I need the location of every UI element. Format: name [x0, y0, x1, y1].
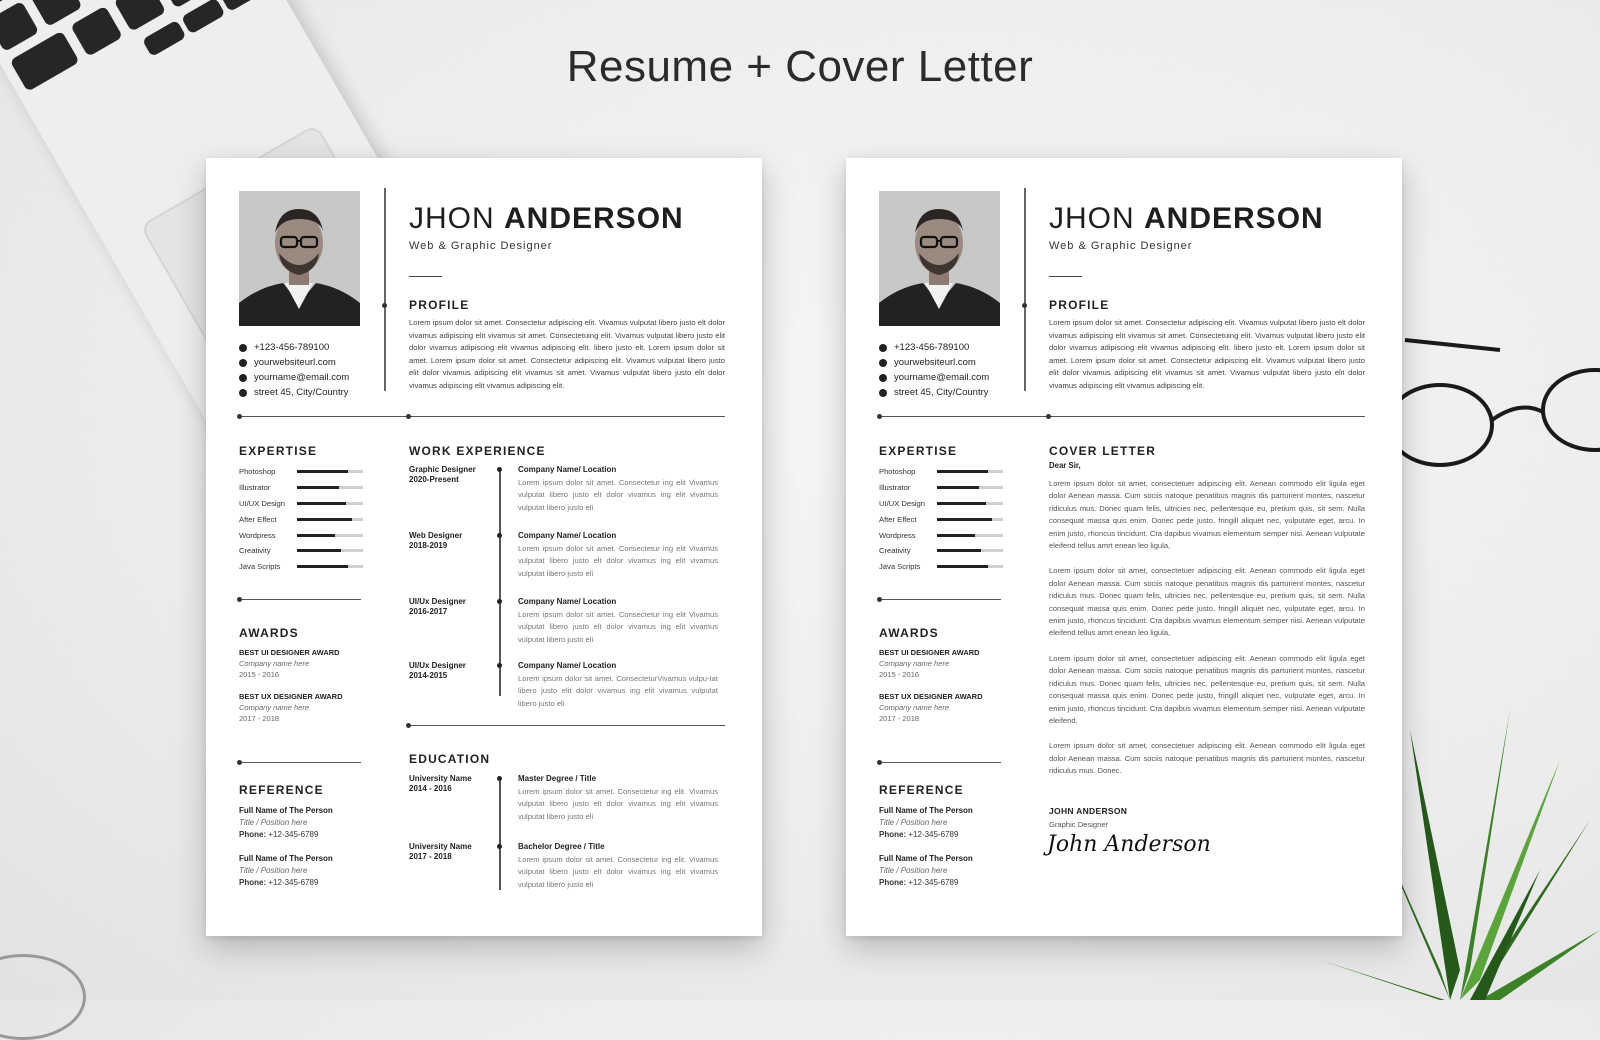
section-divider: [879, 762, 1001, 763]
letter-paragraph: Lorem ipsum dolor sit amet, consectetuer adipiscing elit. Aenean commodo elit ligula eget dolor Aenean massa. Cum sociis natoque penatibus magnis dis parturient montes, nascetur ridiculus mus. Donec.: [1049, 741, 1365, 776]
award-company: Company name here: [239, 703, 310, 712]
header-divider: [384, 188, 386, 391]
reference-name: Full Name of The Person: [879, 854, 973, 863]
reference-title: Title / Position here: [879, 866, 948, 875]
section-divider: [239, 416, 725, 417]
header-divider: [1024, 188, 1026, 391]
home-icon: [239, 389, 247, 397]
profile-heading: PROFILE: [409, 298, 470, 312]
mail-icon: [879, 374, 887, 382]
reference-phone: Phone: +12-345-6789: [879, 878, 959, 887]
timeline-dot: [497, 776, 502, 781]
work-entry: Web Designer 2018-2019 Company Name/ Location Lorem ipsum dolor sit amet. Consectetur ing elit Vivamus vulputat libero justo elt dolor vivamus ing elit vivamus vulputat libero justo eli: [409, 531, 718, 578]
education-entry: University Name 2014 - 2016 Master Degree / Title Lorem ipsum dolor sit amet. Consectetur ing elit. Vivamus vulputat libero justo elt dolor vivamus ing elit vivamus vulputat libero justo eli: [409, 774, 718, 821]
work-entry: Graphic Designer 2020-Present Company Name/ Location Lorem ipsum dolor sit amet. Consectetur ing elit Vivamus vulputat libero justo elt dolor vivamus ing elit vivamus vulputat libero justo eli: [409, 465, 718, 512]
resume-page: [206, 158, 762, 936]
skill-item: Illustrator: [239, 480, 365, 496]
globe-icon: [239, 359, 247, 367]
work-entry: UI/Ux Designer 2014-2015 Company Name/ Location Lorem ipsum dolor sit amet. ConsecteturVivamus vulpu-tat libero justo elit dolor vivamus ing elit vivamus vulputat libero justo eli: [409, 661, 718, 708]
reference-phone: Phone: +12-345-6789: [879, 830, 959, 839]
phone-icon: [239, 344, 247, 352]
timeline-dot: [497, 467, 502, 472]
divider-dot: [877, 760, 882, 765]
award-company: Company name here: [879, 703, 950, 712]
divider-dot: [237, 760, 242, 765]
skill-item: Java Scripts: [239, 559, 365, 575]
award-title: BEST UX DESIGNER AWARD: [239, 692, 343, 701]
skill-item: After Effect: [879, 511, 1005, 527]
awards-list: [239, 648, 342, 736]
globe-icon: [879, 359, 887, 367]
work-heading: WORK EXPERIENCE: [409, 444, 546, 458]
profile-text: Lorem ipsum dolor sit amet. Consectetur adipiscing elit. Vivamus vulputat libero justo elt dolor vivamus adipiscing elit vivamus sit amet. Consectetuing elit. Vivamus vulputat libero justo elit dolor vivamus adipiscing elit vivamus adipiscing elit. libero justo elt. Lorem ipsum dolor sit amet. Lorem ipsum dolor sit amet. Consectetur adipiscing elit. Vivamus vulputat libero justo elit dolor vivamus adipiscing elit vivamus sit amet. Vivamus vulputat libero justo elit dolor vivamus adipiscing elit vivamus adipiscing elit.: [1049, 318, 1365, 390]
timeline-dot: [497, 533, 502, 538]
skill-item: UI/UX Design: [239, 496, 365, 512]
expertise-heading: EXPERTISE: [239, 444, 318, 458]
contact-list: [239, 340, 349, 400]
title-rule: [409, 276, 442, 277]
letter-paragraph: Lorem ipsum dolor sit amet, consectetuer adipiscing elit. Aenean commodo elit ligula eget dolor Aenean massa. Cum sociis natoque penatibus magnis dis parturient montes, nascetur ridiculus mus. Donec quam felis, ultricies nec, pellentesque eu, pretium quis, sit sem. Nulla consequat massa quis enim. Donec pede justo, fringill aliquet nec, vulputate eget, arcu. In enim justo, rhoncus tincidunt. Cra dapibus vivamus elementum semper nisi. Aenean vulputate eleifend tellus amrt enean leo ligula,: [1049, 566, 1365, 638]
profile-photo: [879, 191, 1000, 326]
award-years: 2017 - 2018: [879, 714, 920, 723]
divider-dot: [1046, 414, 1051, 419]
divider-dot: [877, 414, 882, 419]
section-divider: [409, 725, 725, 726]
candidate-name: JHON ANDERSON: [1049, 202, 1324, 235]
education-entry: University Name 2017 - 2018 Bachelor Degree / Title Lorem ipsum dolor sit amet. Consectetur ing elit. Vivamus vulputat libero justo elt dolor vivamus ing elit vivamus vulputat libero justo eli: [409, 842, 718, 889]
contact-website: yourwebsiteurl.com: [239, 355, 349, 370]
award-years: 2015 - 2016: [879, 670, 920, 679]
skills-list: [239, 464, 365, 575]
cup-decoration: [0, 954, 86, 1040]
awards-list: [879, 648, 982, 736]
profile-photo: [239, 191, 360, 326]
divider-dot: [382, 303, 387, 308]
contact-phone: +123-456-789100: [879, 340, 989, 355]
contact-phone: +123-456-789100: [239, 340, 349, 355]
award-title: BEST UX DESIGNER AWARD: [879, 692, 983, 701]
skill-item: Photoshop: [879, 464, 1005, 480]
candidate-title: Web & Graphic Designer: [1049, 240, 1193, 252]
award-title: BEST UI DESIGNER AWARD: [879, 648, 980, 657]
reference-phone: Phone: +12-345-6789: [239, 830, 319, 839]
candidate-name: JHON ANDERSON: [409, 202, 684, 235]
candidate-title: Web & Graphic Designer: [409, 240, 553, 252]
divider-dot: [877, 597, 882, 602]
profile-text: Lorem ipsum dolor sit amet. Consectetur adipiscing elit. Vivamus vulputat libero justo elt dolor vivamus adipiscing elit vivamus sit amet. Consectetuing elit. Vivamus vulputat libero justo elit dolor vivamus adipiscing elit vivamus adipiscing elit. libero justo elt. Lorem ipsum dolor sit amet. Lorem ipsum dolor sit amet. Consectetur adipiscing elit. Vivamus vulputat libero justo elit dolor vivamus adipiscing elit vivamus sit amet. Vivamus vulputat libero justo elit dolor vivamus adipiscing elit vivamus adipiscing elit.: [409, 318, 725, 390]
letter-paragraph: Lorem ipsum dolor sit amet, consectetuer adipiscing elit. Aenean commodo elit ligula eget dolor Aenean massa. Cum sociis natoque penatibus magnis dis parturient montes, nascetur ridiculus mus. Donec quam felis, ultricies nec, pellentesque eu, pretium quis, sit sem. Nulla consequat massa quis enim. Donec pede justo, fringill aliquet nec, vulputate eget, arcu. In enim justo, rhoncus tincidunt. Cra dapibus vivamus elementum semper nisi. Aenean vulputate eleifend tellus amrt enean leo ligula,: [1049, 479, 1365, 551]
expertise-heading: EXPERTISE: [879, 444, 958, 458]
education-heading: EDUCATION: [409, 752, 491, 766]
work-entry: UI/Ux Designer 2016-2017 Company Name/ Location Lorem ipsum dolor sit amet. Consectetur ing elit Vivamus vulputat libero justo elt dolor vivamus ing elit vivamus vulputat libero justo eli: [409, 597, 718, 644]
award-years: 2015 - 2016: [239, 670, 280, 679]
contact-address: street 45, City/Country: [239, 385, 349, 400]
cover-letter-body: [1049, 461, 1365, 791]
contact-list: [879, 340, 989, 400]
letter-greeting: Dear Sir,: [1049, 461, 1081, 470]
divider-dot: [237, 597, 242, 602]
timeline-dot: [497, 844, 502, 849]
reference-name: Full Name of The Person: [239, 806, 333, 815]
award-title: BEST UI DESIGNER AWARD: [239, 648, 340, 657]
contact-address: street 45, City/Country: [879, 385, 989, 400]
skill-item: After Effect: [239, 511, 365, 527]
section-divider: [879, 599, 1001, 600]
reference-phone: Phone: +12-345-6789: [239, 878, 319, 887]
reference-name: Full Name of The Person: [239, 854, 333, 863]
signature-role: Graphic Designer: [1049, 820, 1109, 829]
skill-item: UI/UX Design: [879, 496, 1005, 512]
awards-heading: AWARDS: [879, 626, 939, 640]
reference-list: [879, 806, 973, 902]
reference-list: [239, 806, 333, 902]
award-company: Company name here: [239, 659, 310, 668]
skill-item: Wordpress: [879, 527, 1005, 543]
contact-email: yourname@email.com: [879, 370, 989, 385]
cover-letter-page: [846, 158, 1402, 936]
divider-dot: [237, 414, 242, 419]
handwritten-signature: John Anderson: [1047, 832, 1211, 857]
skill-item: Illustrator: [879, 480, 1005, 496]
divider-dot: [406, 414, 411, 419]
education-list: [409, 774, 725, 892]
title-rule: [1049, 276, 1082, 277]
divider-dot: [406, 723, 411, 728]
reference-heading: REFERENCE: [879, 783, 964, 797]
reference-title: Title / Position here: [879, 818, 948, 827]
profile-heading: PROFILE: [1049, 298, 1110, 312]
cover-letter-heading: COVER LETTER: [1049, 444, 1157, 458]
phone-icon: [879, 344, 887, 352]
signature-name: JOHN ANDERSON: [1049, 806, 1128, 816]
contact-email: yourname@email.com: [239, 370, 349, 385]
section-divider: [239, 599, 361, 600]
mail-icon: [239, 374, 247, 382]
reference-heading: REFERENCE: [239, 783, 324, 797]
reference-title: Title / Position here: [239, 818, 308, 827]
skill-item: Wordpress: [239, 527, 365, 543]
timeline-dot: [497, 599, 502, 604]
award-company: Company name here: [879, 659, 950, 668]
skill-item: Java Scripts: [879, 559, 1005, 575]
work-list: [409, 465, 725, 711]
reference-title: Title / Position here: [239, 866, 308, 875]
letter-paragraph: Lorem ipsum dolor sit amet, consectetuer adipiscing elit. Aenean commodo elit ligula eget dolor Aenean massa. Cum sociis natoque penatibus magnis dis parturient montes, nascetur ridiculus mus. Donec quam felis, ultricies nec, pellentesque eu, pretium quis, sit sem. Nulla consequat massa quis enim. Donec pede justo, fringill aliquet nec, vulputate eget, arcu. In enim justo, rhoncus tincidunt. Cra dapibus vivamus elementum semper nisi. Aenean vulputate eleifend.: [1049, 653, 1365, 725]
page-heading: Resume + Cover Letter: [566, 42, 1034, 91]
eyeglasses-decoration: [1380, 330, 1600, 470]
skill-item: Creativity: [239, 543, 365, 559]
skill-item: Creativity: [879, 543, 1005, 559]
divider-dot: [1022, 303, 1027, 308]
contact-website: yourwebsiteurl.com: [879, 355, 989, 370]
section-divider: [879, 416, 1365, 417]
awards-heading: AWARDS: [239, 626, 299, 640]
home-icon: [879, 389, 887, 397]
skill-item: Photoshop: [239, 464, 365, 480]
section-divider: [239, 762, 361, 763]
award-years: 2017 - 2018: [239, 714, 280, 723]
reference-name: Full Name of The Person: [879, 806, 973, 815]
skills-list: [879, 464, 1005, 575]
timeline-dot: [497, 663, 502, 668]
